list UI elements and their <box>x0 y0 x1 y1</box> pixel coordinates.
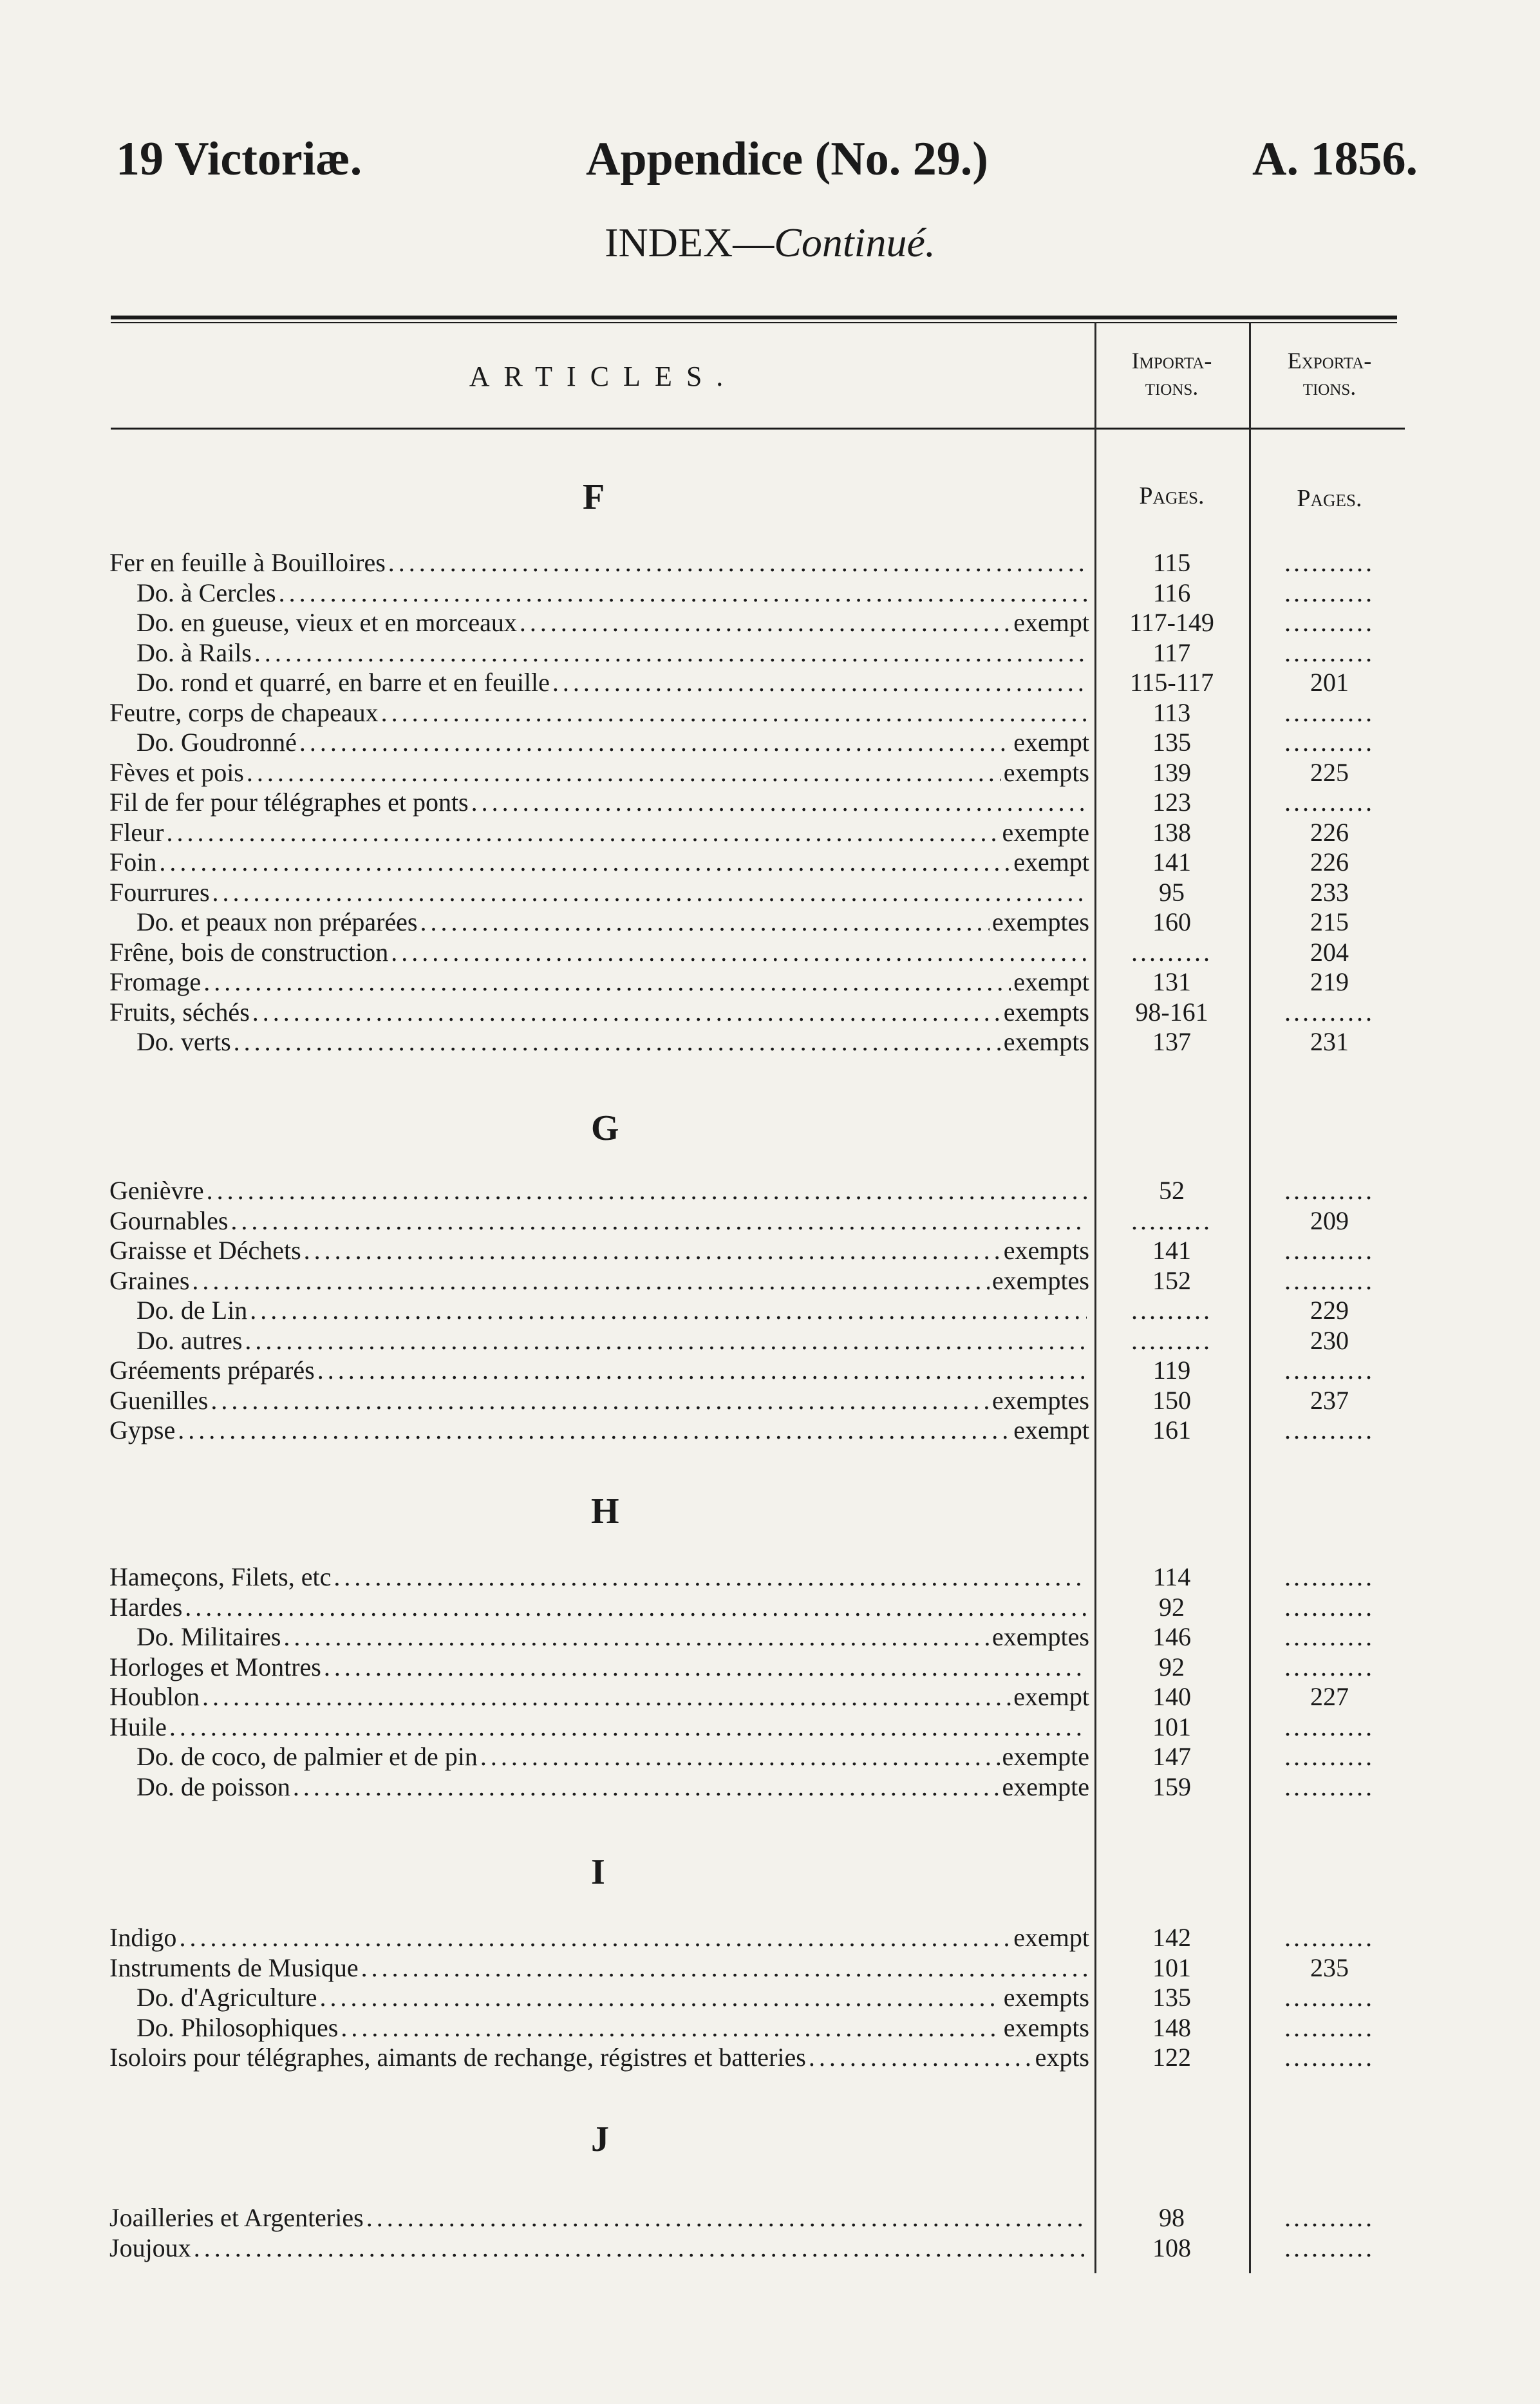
index-row <box>0 1385 1540 1416</box>
header-regnal-year: 19 Victoriæ. <box>116 133 362 185</box>
article-label: Genièvre <box>109 1176 204 1205</box>
exportation-page: 229 <box>1310 1296 1349 1325</box>
leader-dots <box>391 937 1087 968</box>
leader-dots <box>207 1175 1087 1206</box>
exportation-page: 233 <box>1310 877 1349 907</box>
index-row <box>0 1652 1540 1683</box>
article-name <box>136 1982 1089 2013</box>
exportation-page: .......... <box>1284 2012 1375 2042</box>
exportation-page: .......... <box>1284 1983 1375 2012</box>
exportation-page: 204 <box>1310 937 1349 967</box>
index-row <box>0 697 1540 728</box>
article-label: Do. d'Agriculture <box>136 1983 317 2012</box>
article-name <box>109 1712 1089 1743</box>
exportation-page: .......... <box>1284 1415 1375 1444</box>
duty-status: exemptes <box>991 907 1089 936</box>
article-label: Fruits, séchés <box>109 997 250 1027</box>
leader-dots <box>212 877 1087 908</box>
exportation-page: .......... <box>1284 728 1375 757</box>
index-row <box>0 1415 1540 1446</box>
importations-header-line2: tions. <box>1145 374 1199 401</box>
leader-dots <box>293 1772 1000 1803</box>
index-row <box>0 1175 1540 1206</box>
leader-dots <box>361 1953 1087 1983</box>
duty-status: exempts <box>1003 1983 1089 2012</box>
article-label: Joailleries et Argenteries <box>109 2203 364 2232</box>
article-label: Gréements préparés <box>109 1356 315 1385</box>
article-label: Hardes <box>109 1592 183 1622</box>
leader-dots <box>299 727 1011 758</box>
article-label: Huile <box>109 1712 167 1741</box>
exportation-page: .......... <box>1284 1622 1375 1651</box>
index-row <box>0 997 1540 1028</box>
importation-page: 98-161 <box>1135 997 1208 1027</box>
importation-page: ......... <box>1131 1325 1212 1355</box>
duty-status: exempt <box>1013 1682 1089 1711</box>
article-name <box>136 727 1089 758</box>
duty-status: exemptes <box>991 1385 1089 1415</box>
index-row <box>0 1622 1540 1652</box>
article-name <box>109 1415 1089 1446</box>
article-label: Do. Goudronné <box>136 728 297 757</box>
leader-dots <box>520 607 1011 638</box>
article-name <box>109 1206 1089 1236</box>
importation-page: 139 <box>1152 757 1191 787</box>
exportations-column-header <box>1252 348 1407 401</box>
duty-status: exempts <box>1003 1236 1089 1265</box>
exportation-page: 230 <box>1310 1325 1349 1355</box>
index-row <box>0 2202 1540 2233</box>
leader-dots <box>333 1562 1087 1593</box>
article-name <box>109 847 1089 878</box>
index-row <box>0 1953 1540 1983</box>
exportations-pages-label: Pages. <box>1297 485 1362 512</box>
article-name <box>109 1681 1089 1712</box>
importation-page: 161 <box>1152 1415 1191 1444</box>
exportation-page: .......... <box>1284 788 1375 817</box>
leader-dots <box>247 757 1001 788</box>
header-rule <box>111 428 1405 430</box>
leader-dots <box>169 1712 1087 1743</box>
importation-page: 152 <box>1152 1265 1191 1295</box>
index-row <box>0 727 1540 758</box>
duty-status: exempt <box>1013 1923 1089 1952</box>
article-label: Frêne, bois de construction <box>109 937 389 967</box>
duty-status: exempts <box>1003 997 1089 1027</box>
exportation-page: .......... <box>1284 578 1375 607</box>
importation-page: 142 <box>1152 1923 1191 1952</box>
importation-page: 140 <box>1152 1682 1191 1711</box>
index-row <box>0 1741 1540 1772</box>
article-name <box>136 1027 1089 1057</box>
importation-page: 98 <box>1159 2203 1185 2232</box>
article-name <box>109 787 1089 818</box>
exportations-header-line2: tions. <box>1302 374 1357 401</box>
index-row <box>0 607 1540 638</box>
article-label: Do. et peaux non préparées <box>136 907 418 936</box>
importation-page: 117 <box>1152 638 1191 667</box>
index-title-continued: Continué. <box>774 220 935 265</box>
importation-page: 115-117 <box>1129 668 1214 697</box>
article-label: Do. rond et quarré, en barre et en feuille <box>136 668 550 697</box>
importation-page: 95 <box>1159 877 1185 907</box>
article-label: Fromage <box>109 967 202 996</box>
exportation-page: .......... <box>1284 697 1375 727</box>
section-letter-i: I <box>591 1852 605 1892</box>
articles-column-header: ARTICLES. <box>469 361 738 392</box>
article-name <box>109 1175 1089 1206</box>
importation-page: 113 <box>1152 697 1191 727</box>
index-row <box>0 757 1540 788</box>
article-label: Do. de Lin <box>136 1296 248 1325</box>
duty-status: exempt <box>1013 967 1089 996</box>
leader-dots <box>809 2042 1033 2073</box>
duty-status: exempts <box>1003 757 1089 787</box>
section-letter-j: J <box>591 2119 609 2159</box>
leader-dots <box>388 547 1087 578</box>
importation-page: 101 <box>1152 1712 1191 1741</box>
importation-page: 138 <box>1152 817 1191 847</box>
section-letter-f: F <box>583 477 605 517</box>
exportation-page: 231 <box>1310 1027 1349 1056</box>
leader-dots <box>319 1982 1000 2013</box>
importation-page: 146 <box>1152 1622 1191 1651</box>
importation-page: 92 <box>1159 1652 1185 1681</box>
article-name <box>109 1265 1089 1296</box>
index-row <box>0 1355 1540 1386</box>
exportation-page: .......... <box>1284 1772 1375 1801</box>
index-row <box>0 907 1540 938</box>
importation-page: 131 <box>1152 967 1191 996</box>
article-name <box>109 2233 1089 2264</box>
article-name <box>109 1652 1089 1683</box>
article-label: Fourrures <box>109 877 210 907</box>
index-row <box>0 2012 1540 2043</box>
importation-page: 137 <box>1152 1027 1191 1056</box>
leader-dots <box>245 1325 1087 1356</box>
leader-dots <box>480 1741 1000 1772</box>
index-title <box>0 219 1540 267</box>
duty-status: exempt <box>1013 847 1089 876</box>
importation-page: 123 <box>1152 788 1191 817</box>
article-name <box>109 2042 1089 2073</box>
leader-dots <box>471 787 1087 818</box>
running-header <box>109 132 1418 190</box>
index-row <box>0 2042 1540 2073</box>
importation-page: 115 <box>1152 548 1191 577</box>
exportation-page: .......... <box>1284 638 1375 667</box>
article-label: Hameçons, Filets, etc <box>109 1562 332 1591</box>
exportation-page: .......... <box>1284 997 1375 1027</box>
article-label: Do. autres <box>136 1325 243 1355</box>
index-row <box>0 1982 1540 2013</box>
duty-status: exempt <box>1013 608 1089 637</box>
duty-status: exemptes <box>991 1622 1089 1651</box>
leader-dots <box>381 697 1087 728</box>
article-label: Horloges et Montres <box>109 1652 321 1681</box>
article-name <box>109 937 1089 968</box>
article-name <box>136 1741 1089 1772</box>
index-row <box>0 937 1540 968</box>
leader-dots <box>179 1922 1011 1953</box>
leader-dots <box>202 1681 1011 1712</box>
importations-pages-label: Pages. <box>1139 482 1205 509</box>
article-name <box>109 547 1089 578</box>
exportation-page: 237 <box>1310 1385 1349 1415</box>
importation-page: 147 <box>1152 1742 1191 1771</box>
exportation-page: .......... <box>1284 2233 1375 2262</box>
leader-dots <box>252 997 1001 1028</box>
importation-page: 101 <box>1152 1953 1191 1982</box>
article-name <box>109 1235 1089 1266</box>
index-row <box>0 1265 1540 1296</box>
duty-status: exempte <box>1002 817 1089 847</box>
index-row <box>0 967 1540 998</box>
importation-page: 159 <box>1152 1772 1191 1801</box>
article-label: Instruments de Musique <box>109 1953 359 1982</box>
section-letter-g: G <box>591 1108 619 1148</box>
index-row <box>0 547 1540 578</box>
index-row <box>0 817 1540 848</box>
index-row <box>0 1592 1540 1623</box>
article-label: Do. verts <box>136 1027 231 1056</box>
index-row <box>0 1562 1540 1593</box>
article-label: Gypse <box>109 1415 176 1444</box>
exportation-page: 235 <box>1310 1953 1349 1982</box>
article-name <box>109 1953 1089 1983</box>
article-name <box>136 1772 1089 1803</box>
index-row <box>0 1712 1540 1743</box>
article-name <box>109 817 1089 848</box>
exportation-page: 226 <box>1310 817 1349 847</box>
section-letter-h: H <box>591 1491 619 1531</box>
exportation-page: .......... <box>1284 1265 1375 1295</box>
article-label: Do. de coco, de palmier et de pin <box>136 1742 478 1771</box>
article-name <box>109 1562 1089 1593</box>
article-label: Do. à Cercles <box>136 578 276 607</box>
duty-status: exempt <box>1013 728 1089 757</box>
exportation-page: .......... <box>1284 1562 1375 1591</box>
duty-status: exempt <box>1013 1415 1089 1444</box>
importation-page: 117-149 <box>1129 608 1214 637</box>
importation-page: 141 <box>1152 847 1191 876</box>
exportation-page: 227 <box>1310 1682 1349 1711</box>
exportation-page: 209 <box>1310 1206 1349 1235</box>
duty-status: exempte <box>1002 1772 1089 1801</box>
exportation-page: .......... <box>1284 1652 1375 1681</box>
leader-dots <box>279 578 1087 609</box>
article-label: Houblon <box>109 1682 200 1711</box>
leader-dots <box>203 967 1011 998</box>
index-row <box>0 847 1540 878</box>
top-rule-thin <box>111 322 1397 323</box>
article-label: Isoloirs pour télégraphes, aimants de rechange, régistres et batteries <box>109 2043 806 2072</box>
article-name <box>109 1385 1089 1416</box>
exportation-page: .......... <box>1284 1923 1375 1952</box>
leader-dots <box>211 1385 990 1416</box>
importation-page: 148 <box>1152 2012 1191 2042</box>
duty-status: exempts <box>1003 1027 1089 1056</box>
index-row <box>0 1206 1540 1236</box>
header-appendix-number: Appendice (No. 29.) <box>586 133 988 185</box>
article-label: Graisse et Déchets <box>109 1236 301 1265</box>
article-name <box>109 1922 1089 1953</box>
leader-dots <box>254 638 1087 668</box>
index-row <box>0 787 1540 818</box>
exportation-page: 215 <box>1310 907 1349 936</box>
article-name <box>109 2202 1089 2233</box>
leader-dots <box>234 1027 1001 1057</box>
importation-page: 141 <box>1152 1236 1191 1265</box>
index-row <box>0 1772 1540 1803</box>
article-label: Fleur <box>109 817 164 847</box>
leader-dots <box>366 2202 1087 2233</box>
leader-dots <box>304 1235 1001 1266</box>
top-rule <box>111 316 1397 319</box>
article-label: Joujoux <box>109 2233 191 2262</box>
exportation-page: .......... <box>1284 1712 1375 1741</box>
exportation-page: 226 <box>1310 847 1349 876</box>
duty-status: exempts <box>1003 2012 1089 2042</box>
importation-page: ......... <box>1131 1206 1212 1235</box>
article-label: Do. à Rails <box>136 638 252 667</box>
importations-column-header <box>1098 348 1246 401</box>
exportation-page: 201 <box>1310 668 1349 697</box>
index-row <box>0 638 1540 668</box>
index-row <box>0 667 1540 698</box>
leader-dots <box>341 2012 1000 2043</box>
article-name <box>136 2012 1089 2043</box>
article-label: Fil de fer pour télégraphes et ponts <box>109 788 469 817</box>
index-row <box>0 1681 1540 1712</box>
index-row <box>0 1027 1540 1057</box>
article-label: Foin <box>109 847 157 876</box>
leader-dots <box>185 1592 1087 1623</box>
exportation-page: .......... <box>1284 1592 1375 1622</box>
duty-status: expts <box>1035 2043 1089 2072</box>
leader-dots <box>159 847 1011 878</box>
leader-dots <box>166 817 999 848</box>
article-name <box>136 1295 1089 1326</box>
index-row <box>0 578 1540 609</box>
leader-dots <box>230 1206 1087 1236</box>
article-name <box>109 697 1089 728</box>
exportation-page: .......... <box>1284 2043 1375 2072</box>
article-name <box>136 667 1089 698</box>
article-label: Fer en feuille à Bouilloires <box>109 548 386 577</box>
index-row <box>0 2233 1540 2264</box>
header-year: A. 1856. <box>1252 133 1418 185</box>
article-label: Gournables <box>109 1206 229 1235</box>
exportation-page: .......... <box>1284 608 1375 637</box>
article-label: Do. en gueuse, vieux et en morceaux <box>136 608 517 637</box>
index-row <box>0 1295 1540 1326</box>
article-label: Graines <box>109 1265 190 1295</box>
index-row <box>0 877 1540 908</box>
exportation-page: .......... <box>1284 1742 1375 1771</box>
article-name <box>109 877 1089 908</box>
leader-dots <box>178 1415 1011 1446</box>
duty-status: exemptes <box>991 1265 1089 1295</box>
article-label: Do. de poisson <box>136 1772 290 1801</box>
article-name <box>109 1592 1089 1623</box>
article-label: Fèves et pois <box>109 757 244 787</box>
importation-page: 150 <box>1152 1385 1191 1415</box>
article-name <box>136 607 1089 638</box>
importation-page: 119 <box>1152 1356 1191 1385</box>
index-title-main: INDEX— <box>605 220 775 265</box>
leader-dots <box>250 1295 1087 1326</box>
exportation-page: .......... <box>1284 1356 1375 1385</box>
importations-header-line1: Importa- <box>1131 348 1212 374</box>
index-row <box>0 1325 1540 1356</box>
exportations-header-line1: Exporta- <box>1287 348 1372 374</box>
article-label: Indigo <box>109 1923 177 1952</box>
exportation-page: .......... <box>1284 1236 1375 1265</box>
importation-page: 108 <box>1152 2233 1191 2262</box>
exportation-page: 219 <box>1310 967 1349 996</box>
leader-dots <box>283 1622 990 1652</box>
importation-page: 122 <box>1152 2043 1191 2072</box>
importation-page: ......... <box>1131 1296 1212 1325</box>
article-label: Do. Militaires <box>136 1622 281 1651</box>
importation-page: 160 <box>1152 907 1191 936</box>
exportation-page: .......... <box>1284 1176 1375 1205</box>
leader-dots <box>194 2233 1087 2264</box>
article-name <box>109 967 1089 998</box>
index-row <box>0 1235 1540 1266</box>
exportation-page: 225 <box>1310 757 1349 787</box>
leader-dots <box>324 1652 1087 1683</box>
leader-dots <box>552 667 1087 698</box>
exportation-page: .......... <box>1284 2203 1375 2232</box>
article-label: Feutre, corps de chapeaux <box>109 697 379 727</box>
article-name <box>109 757 1089 788</box>
leader-dots <box>192 1265 990 1296</box>
importation-page: 116 <box>1152 578 1191 607</box>
article-name <box>136 578 1089 609</box>
importation-page: 52 <box>1159 1176 1185 1205</box>
article-name <box>136 1325 1089 1356</box>
importation-page: 114 <box>1152 1562 1191 1591</box>
article-name <box>109 1355 1089 1386</box>
index-row <box>0 1922 1540 1953</box>
exportation-page: .......... <box>1284 548 1375 577</box>
article-name <box>136 907 1089 938</box>
importation-page: ......... <box>1131 937 1212 967</box>
leader-dots <box>420 907 989 938</box>
duty-status: exempte <box>1002 1742 1089 1771</box>
article-name <box>136 638 1089 668</box>
importation-page: 135 <box>1152 1983 1191 2012</box>
leader-dots <box>317 1355 1087 1386</box>
article-name <box>136 1622 1089 1652</box>
article-label: Do. Philosophiques <box>136 2012 339 2042</box>
importation-page: 135 <box>1152 728 1191 757</box>
article-label: Guenilles <box>109 1385 209 1415</box>
article-name <box>109 997 1089 1028</box>
importation-page: 92 <box>1159 1592 1185 1622</box>
